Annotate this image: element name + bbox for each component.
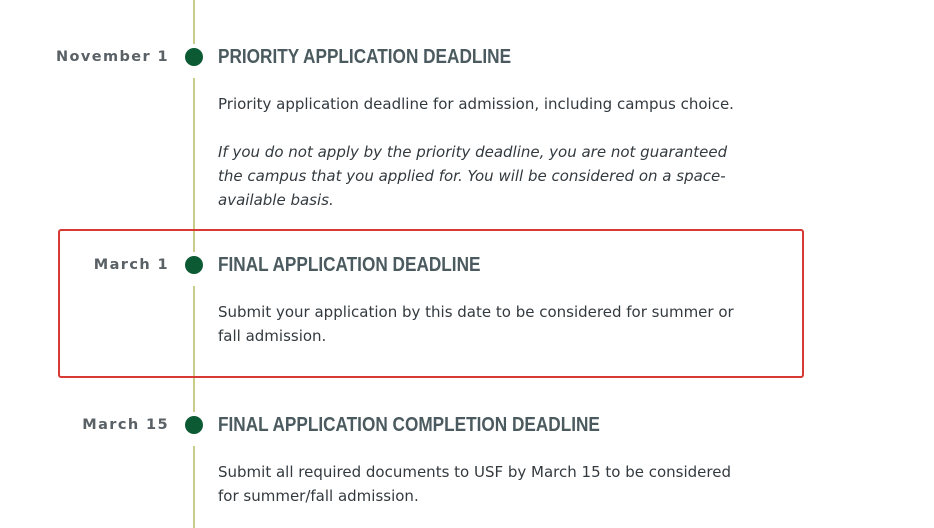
event-description: Submit all required documents to USF by March 15 to be considered for summer/fall admission. (218, 463, 731, 505)
timeline-dot-icon (185, 256, 203, 274)
event-date: November 1 (56, 49, 169, 65)
event-title: FINAL APPLICATION DEADLINE (218, 254, 481, 276)
timeline-dot-icon (185, 416, 203, 434)
timeline-dot-icon (185, 48, 203, 66)
event-description: Submit your application by this date to be considered for summer or fall admission. (218, 303, 734, 345)
event-title: FINAL APPLICATION COMPLETION DEADLINE (218, 414, 600, 436)
event-date: March 15 (82, 417, 169, 433)
event-title: PRIORITY APPLICATION DEADLINE (218, 46, 512, 68)
event-note: If you do not apply by the priority deadline, you are not guaranteed the campus that you applied for. You will be considered on a space-available basis. (218, 143, 728, 209)
event-description: Priority application deadline for admission, including campus choice. (218, 95, 734, 113)
event-date: March 1 (93, 257, 169, 273)
